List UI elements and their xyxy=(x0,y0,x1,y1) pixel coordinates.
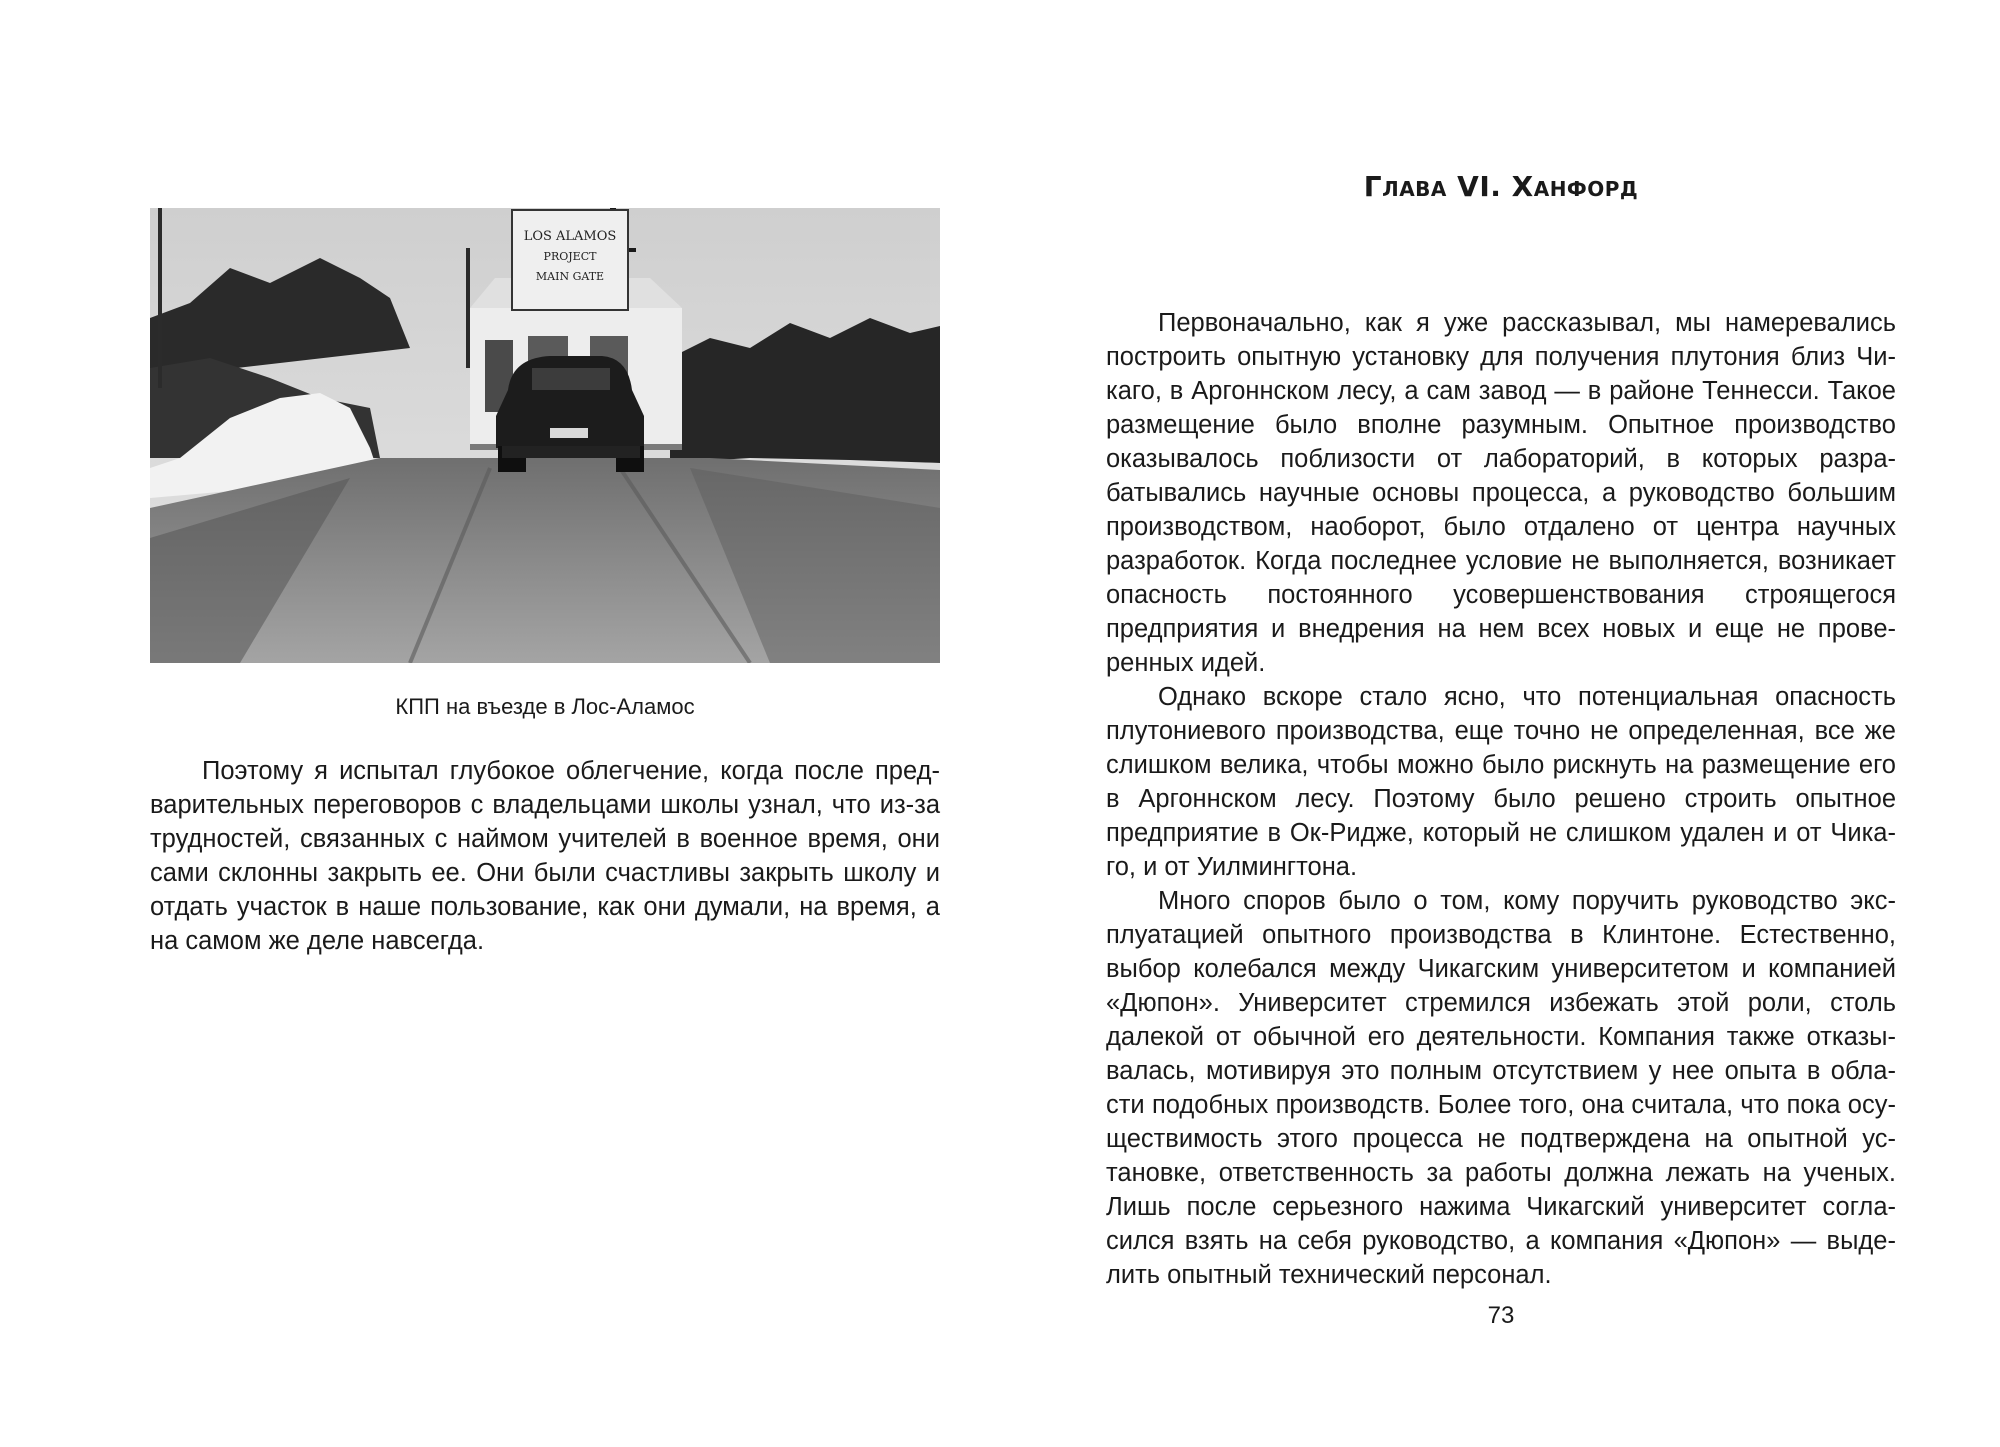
page-number: 73 xyxy=(1487,1302,1515,1329)
photo-caption: КПП на въезде в Лос-Аламос xyxy=(395,694,695,719)
left-body-text xyxy=(150,754,940,958)
right-page xyxy=(1106,0,1896,1447)
photo-illustration xyxy=(150,208,940,663)
chapter-title: Глава VI. Ханфорд xyxy=(1363,170,1639,203)
paragraph: Первоначально, как я уже рассказывал, мы намеревались построить опытную установку для получения плутония близ Чикаго, в Аргоннском лесу, а сам завод — в районе Теннесси. Такое размещение было вполне разумным. Опытное производство оказывалось поблизости от лабораторий, в которых разрабатывались научные основы процесса, а руководство большим производством, наоборот, было отдалено от центра научных разработок. Когда последнее условие не выполняется, возникает опасность постоянного усовершенствования строящегося предприятия и внедрения на нем всех новых и еще не проверенных идей. xyxy=(1106,309,1896,677)
sign-line-3: MAIN GATE xyxy=(535,270,605,283)
sign-line-1: LOS ALAMOS xyxy=(523,229,617,244)
paragraph: Много споров было о том, кому поручить руководство эксплуатацией опытного производства в Клинтоне. Естественно, выбор колебался между Чикагским университетом и компанией «Дюпон». Университет стремился избежать этой роли, столь далекой от обычной его деятельности. Компания также отказывалась, мотивируя это полным отсутствием у нее опыта в области подобных производств. Более того, она считала, что пока осуществимость этого процесса не подтверждена на опытной установке, ответственность за работы должна лежать на ученых. Лишь после серьезного нажима Чикагский университет согласился взять на себя руководство, а компания «Дюпон» — выделить опытный технический персонал. xyxy=(1106,887,1896,1289)
right-body-text xyxy=(1106,306,1896,1292)
paragraph: Однако вскоре стало ясно, что потенциальная опасность плутониевого производства, еще точно не определенная, все же слишком велика, чтобы можно было рискнуть на размещение его в Аргоннском лесу. Поэтому было решено строить опытное предприятие в Ок-Ридже, который не слишком удален и от Чикаго, и от Уилмингтона. xyxy=(1106,683,1896,881)
sign-line-2: PROJECT xyxy=(543,250,597,263)
photo-checkpoint xyxy=(150,208,940,663)
left-page xyxy=(150,0,940,1447)
paragraph: Поэтому я испытал глубокое облегчение, когда после предварительных переговоров с владельцами школы узнал, что из-за трудностей, связанных с наймом учителей в военное время, они сами склонны закрыть ее. Они были счастливы закрыть школу и отдать участок в наше пользование, как они думали, на время, а на самом же деле навсегда. xyxy=(150,757,940,955)
